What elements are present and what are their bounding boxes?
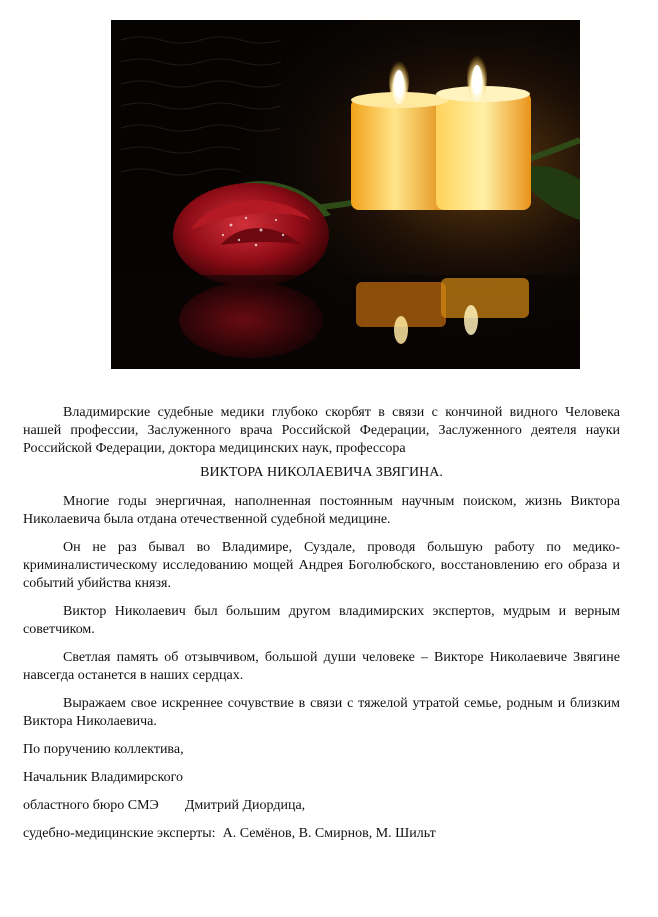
letter-paragraph: Виктор Николаевич был большим другом владимирских экспертов, мудрым и верным советчиком. bbox=[23, 604, 620, 637]
signature-experts-role: судебно-медицинские эксперты: bbox=[23, 826, 216, 841]
letter-paragraph: Светлая память об отзывчивом, большой души человеке – Викторе Николаевиче Звягине навсегда останется в наших сердцах. bbox=[23, 650, 620, 683]
letter-paragraph: Он не раз бывал во Владимире, Суздале, проводя большую работу по медико-криминалистическому исследованию мощей Андрея Боголюбского, восстановлению его образа и событий убийства князя. bbox=[23, 540, 620, 591]
signature-line-head-title: Начальник Владимирского bbox=[23, 770, 184, 785]
letter-paragraph-intro: Владимирские судебные медики глубоко скорбят в связи с кончиной видного Человека нашей профессии, Заслуженного врача Российской Федерации, Заслуженного деятеля науки Российской Федерации, доктора медицинских наук, профессора bbox=[23, 405, 620, 456]
memorial-candles-rose-image bbox=[111, 20, 580, 369]
letter-paragraph: Выражаем свое искреннее сочувствие в связи с тяжелой утратой семье, родным и близким Виктора Николаевича. bbox=[23, 696, 620, 729]
memorial-photo bbox=[111, 20, 580, 369]
signature-bureau-name: областного бюро СМЭ bbox=[23, 798, 159, 813]
deceased-name: ВИКТОРА НИКОЛАЕВИЧА ЗВЯГИНА. bbox=[200, 465, 443, 480]
signature-line-experts bbox=[23, 825, 620, 843]
signature-line-bureau bbox=[23, 797, 620, 815]
signature-experts-names: А. Семёнов, В. Смирнов, М. Шильт bbox=[222, 826, 436, 841]
letter-paragraph: Многие годы энергичная, наполненная постоянным научным поиском, жизнь Виктора Николаевича была отдана отечественной судебной медицине. bbox=[23, 494, 620, 527]
condolence-letter bbox=[23, 404, 620, 853]
signature-head-name: Дмитрий Диордица, bbox=[184, 798, 306, 813]
signature-line-on-behalf: По поручению коллектива, bbox=[23, 742, 184, 757]
